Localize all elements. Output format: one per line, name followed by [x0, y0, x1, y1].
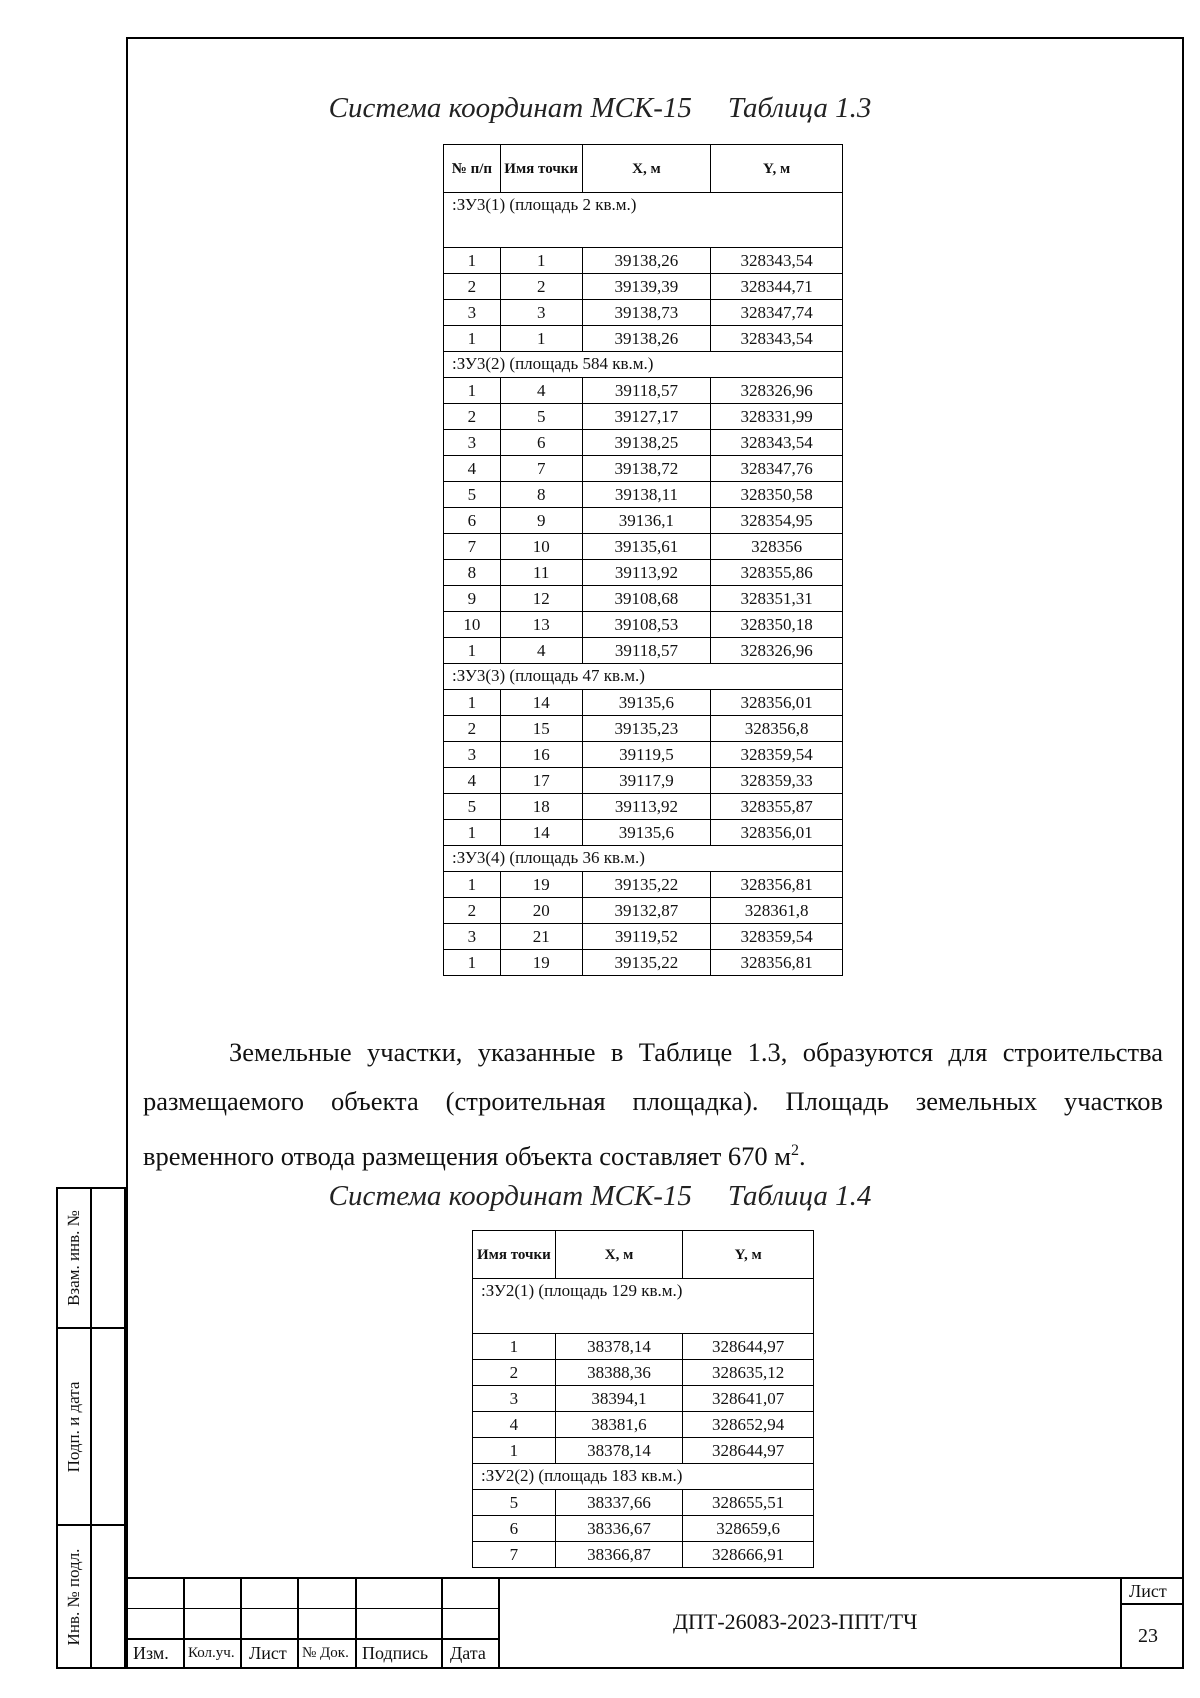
sheet-number: 23: [1138, 1625, 1158, 1647]
table-row: [444, 248, 843, 274]
table-cell: 39135,22: [582, 872, 711, 898]
group-row: [444, 352, 843, 378]
table-cell: 8: [444, 560, 501, 586]
group-row: [473, 1464, 814, 1490]
header-x: X, м: [555, 1231, 683, 1279]
table-cell: 2: [444, 716, 501, 742]
group-label: :ЗУ2(1) (площадь 129 кв.м.): [473, 1279, 814, 1334]
table-cell: 328359,33: [711, 768, 843, 794]
table-cell: 5: [444, 482, 501, 508]
table-cell: 1: [444, 378, 501, 404]
table-cell: 39113,92: [582, 560, 711, 586]
table-cell: 1: [444, 638, 501, 664]
table-cell: 328356,01: [711, 690, 843, 716]
table-cell: 3: [444, 430, 501, 456]
table-row: [444, 950, 843, 976]
table-row: [444, 430, 843, 456]
group-label: :ЗУ2(2) (площадь 183 кв.м.): [473, 1464, 814, 1490]
table-cell: 328355,86: [711, 560, 843, 586]
table-row: [444, 898, 843, 924]
table-cell: 9: [444, 586, 501, 612]
document-code: ДПТ-26083-2023-ППТ/ТЧ: [673, 1609, 918, 1634]
side-stamp-vzam: [56, 1187, 126, 1329]
table-row: [444, 482, 843, 508]
table-cell: 39136,1: [582, 508, 711, 534]
table-number-label: Таблица 1.3: [727, 92, 872, 124]
header-x: X, м: [582, 145, 711, 193]
table-row: [473, 1386, 814, 1412]
group-label: :ЗУ3(2) (площадь 584 кв.м.): [444, 352, 843, 378]
header-point-name: Имя точки: [500, 145, 582, 193]
table-cell: 4: [500, 378, 582, 404]
coordinate-system-label: Система координат МСК-15: [328, 1180, 692, 1212]
group-row: [473, 1279, 814, 1334]
table-row: [444, 716, 843, 742]
table-row: [444, 924, 843, 950]
table-cell: 6: [500, 430, 582, 456]
table-cell: 1: [500, 248, 582, 274]
table-cell: 328351,31: [711, 586, 843, 612]
table-cell: 38337,66: [555, 1490, 683, 1516]
table-cell: 19: [500, 872, 582, 898]
table-cell: 328350,18: [711, 612, 843, 638]
table-cell: 4: [500, 638, 582, 664]
table-cell: 2: [444, 404, 501, 430]
table-cell: 328359,54: [711, 924, 843, 950]
table-cell: 3: [444, 300, 501, 326]
table-cell: 3: [473, 1386, 556, 1412]
table-cell: 39117,9: [582, 768, 711, 794]
table-cell: 328343,54: [711, 430, 843, 456]
table-cell: 328356: [711, 534, 843, 560]
table-cell: 2: [444, 274, 501, 300]
table-cell: 39135,6: [582, 820, 711, 846]
table-cell: 328641,07: [683, 1386, 814, 1412]
table-row: [444, 742, 843, 768]
group-label: :ЗУ3(4) (площадь 36 кв.м.): [444, 846, 843, 872]
table-row: [444, 768, 843, 794]
col-izm-label: Изм.: [133, 1643, 169, 1663]
header-point-name: Имя точки: [473, 1231, 556, 1279]
table-cell: 2: [500, 274, 582, 300]
table-cell: 1: [444, 690, 501, 716]
table-cell: 1: [444, 872, 501, 898]
paragraph-end: .: [799, 1140, 806, 1171]
table-cell: 10: [500, 534, 582, 560]
table-cell: 39138,73: [582, 300, 711, 326]
table-row: [444, 534, 843, 560]
coordinate-system-label: Система координат МСК-15: [328, 92, 692, 124]
table-row: [444, 612, 843, 638]
table-cell: 39138,11: [582, 482, 711, 508]
table-1-4-caption: [0, 1180, 1200, 1213]
sheet-label: Лист: [1129, 1581, 1167, 1601]
table-cell: 1: [444, 326, 501, 352]
table-cell: 39138,26: [582, 326, 711, 352]
table-cell: 39135,22: [582, 950, 711, 976]
area-unit-superscript: 2: [791, 1142, 800, 1159]
table-cell: 38378,14: [555, 1438, 683, 1464]
table-cell: 1: [473, 1334, 556, 1360]
col-data-label: Дата: [450, 1643, 486, 1663]
table-cell: 328644,97: [683, 1334, 814, 1360]
table-cell: 11: [500, 560, 582, 586]
table-cell: 38378,14: [555, 1334, 683, 1360]
inv-label: Инв. № подл.: [64, 1548, 83, 1645]
table-cell: 39113,92: [582, 794, 711, 820]
side-stamp-podp: [56, 1327, 126, 1526]
table-cell: 328347,76: [711, 456, 843, 482]
table-row: [444, 638, 843, 664]
table-cell: 328343,54: [711, 248, 843, 274]
table-row: [444, 404, 843, 430]
table-cell: 39108,68: [582, 586, 711, 612]
table-cell: 6: [473, 1516, 556, 1542]
side-stamp-inv: [56, 1524, 126, 1669]
table-cell: 328644,97: [683, 1438, 814, 1464]
body-paragraph: [143, 1028, 1163, 1181]
table-cell: 328354,95: [711, 508, 843, 534]
table-row: [444, 274, 843, 300]
table-cell: 1: [444, 820, 501, 846]
table-cell: 38394,1: [555, 1386, 683, 1412]
table-number-label: Таблица 1.4: [727, 1180, 872, 1212]
podp-label: Подп. и дата: [64, 1381, 83, 1472]
table-cell: 38381,6: [555, 1412, 683, 1438]
table-row: [444, 690, 843, 716]
group-row: [444, 846, 843, 872]
table-cell: 15: [500, 716, 582, 742]
col-ndok-label: № Док.: [302, 1645, 349, 1661]
table-cell: 39138,72: [582, 456, 711, 482]
group-row: [444, 664, 843, 690]
table-header-row: [473, 1231, 814, 1279]
table-cell: 5: [473, 1490, 556, 1516]
table-cell: 328326,96: [711, 638, 843, 664]
coordinates-table-1-3: [443, 144, 843, 976]
table-cell: 328356,81: [711, 950, 843, 976]
table-cell: 328666,91: [683, 1542, 814, 1568]
table-cell: 7: [444, 534, 501, 560]
table-cell: 328652,94: [683, 1412, 814, 1438]
table-row: [444, 586, 843, 612]
table-row: [444, 508, 843, 534]
table-cell: 39108,53: [582, 612, 711, 638]
table-cell: 4: [473, 1412, 556, 1438]
table-row: [444, 560, 843, 586]
table-cell: 10: [444, 612, 501, 638]
table-row: [444, 794, 843, 820]
table-cell: 39135,6: [582, 690, 711, 716]
table-cell: 328356,81: [711, 872, 843, 898]
table-cell: 39135,23: [582, 716, 711, 742]
group-label: :ЗУ3(1) (площадь 2 кв.м.): [444, 193, 843, 248]
table-cell: 328655,51: [683, 1490, 814, 1516]
table-cell: 38366,87: [555, 1542, 683, 1568]
table-cell: 20: [500, 898, 582, 924]
table-cell: 5: [444, 794, 501, 820]
table-1-3-caption: [0, 92, 1200, 125]
coordinates-table-1-4: [472, 1230, 814, 1568]
table-cell: 328326,96: [711, 378, 843, 404]
table-cell: 14: [500, 690, 582, 716]
table-cell: 3: [444, 742, 501, 768]
table-cell: 328635,12: [683, 1360, 814, 1386]
table-cell: 328659,6: [683, 1516, 814, 1542]
table-row: [473, 1438, 814, 1464]
table-cell: 4: [444, 768, 501, 794]
table-cell: 328355,87: [711, 794, 843, 820]
vzam-label: Взам. инв. №: [64, 1210, 83, 1306]
table-row: [473, 1360, 814, 1386]
table-cell: 328350,58: [711, 482, 843, 508]
group-row: [444, 193, 843, 248]
table-cell: 1: [473, 1438, 556, 1464]
table-cell: 13: [500, 612, 582, 638]
table-row: [473, 1412, 814, 1438]
col-koluch-label: Кол.уч.: [188, 1645, 235, 1661]
table-cell: 39127,17: [582, 404, 711, 430]
table-cell: 7: [500, 456, 582, 482]
table-row: [444, 820, 843, 846]
table-row: [473, 1516, 814, 1542]
table-row: [444, 326, 843, 352]
table-cell: 16: [500, 742, 582, 768]
table-cell: 328343,54: [711, 326, 843, 352]
table-cell: 3: [444, 924, 501, 950]
table-cell: 328347,74: [711, 300, 843, 326]
table-row: [444, 456, 843, 482]
table-cell: 5: [500, 404, 582, 430]
table-cell: 38336,67: [555, 1516, 683, 1542]
group-label: :ЗУ3(3) (площадь 47 кв.м.): [444, 664, 843, 690]
table-cell: 328361,8: [711, 898, 843, 924]
table-cell: 39132,87: [582, 898, 711, 924]
table-cell: 12: [500, 586, 582, 612]
table-cell: 1: [500, 326, 582, 352]
table-cell: 8: [500, 482, 582, 508]
table-cell: 39118,57: [582, 638, 711, 664]
table-cell: 39119,52: [582, 924, 711, 950]
table-row: [473, 1542, 814, 1568]
table-cell: 328331,99: [711, 404, 843, 430]
col-list-label: Лист: [249, 1643, 287, 1663]
table-cell: 328356,01: [711, 820, 843, 846]
paragraph-text: Земельные участки, указанные в Таблице 1.3, образуются для строительства размещаемого объекта (строительная площадка). Площадь земельных участков временного отвода размещения объекта составляет 670 м: [143, 1037, 1163, 1171]
header-y: Y, м: [683, 1231, 814, 1279]
table-cell: 38388,36: [555, 1360, 683, 1386]
header-y: Y, м: [711, 145, 843, 193]
table-cell: 6: [444, 508, 501, 534]
table-cell: 39138,25: [582, 430, 711, 456]
table-row: [444, 300, 843, 326]
table-cell: 39139,39: [582, 274, 711, 300]
table-cell: 1: [444, 248, 501, 274]
table-cell: 3: [500, 300, 582, 326]
table-cell: 1: [444, 950, 501, 976]
table-cell: 19: [500, 950, 582, 976]
table-cell: 328356,8: [711, 716, 843, 742]
table-cell: 39138,26: [582, 248, 711, 274]
table-row: [444, 872, 843, 898]
table-cell: 2: [444, 898, 501, 924]
table-row: [444, 378, 843, 404]
table-cell: 18: [500, 794, 582, 820]
table-header-row: [444, 145, 843, 193]
table-cell: 2: [473, 1360, 556, 1386]
table-cell: 17: [500, 768, 582, 794]
table-cell: 328359,54: [711, 742, 843, 768]
table-cell: 39135,61: [582, 534, 711, 560]
table-row: [473, 1490, 814, 1516]
col-podpis-label: Подпись: [362, 1643, 429, 1663]
table-cell: 328344,71: [711, 274, 843, 300]
table-row: [473, 1334, 814, 1360]
table-cell: 7: [473, 1542, 556, 1568]
table-cell: 14: [500, 820, 582, 846]
table-cell: 9: [500, 508, 582, 534]
table-cell: 39118,57: [582, 378, 711, 404]
table-cell: 4: [444, 456, 501, 482]
table-cell: 21: [500, 924, 582, 950]
header-number: № п/п: [444, 145, 501, 193]
table-cell: 39119,5: [582, 742, 711, 768]
